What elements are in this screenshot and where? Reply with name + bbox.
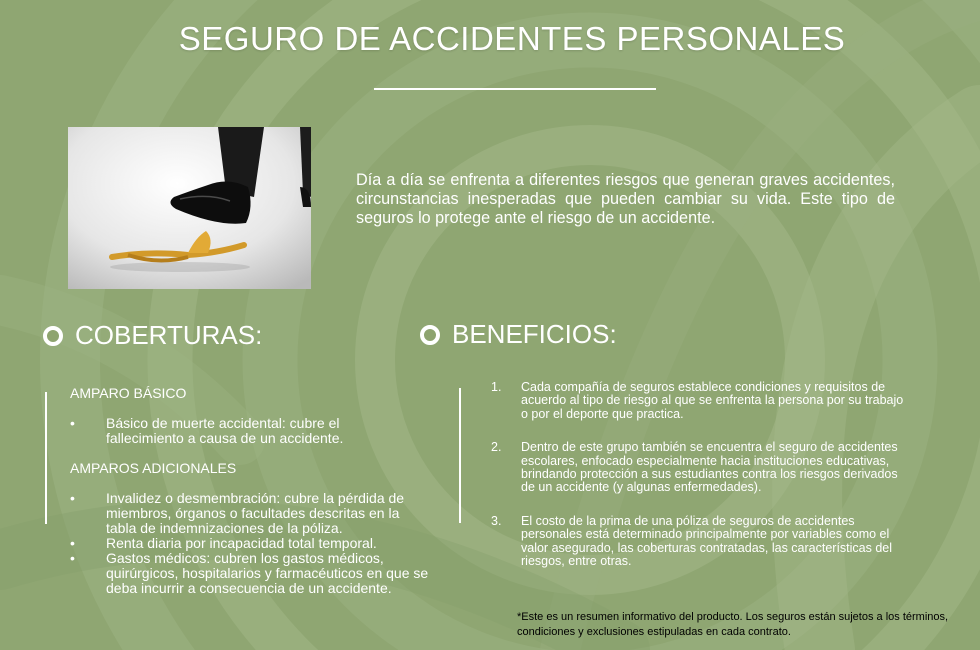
list-item-text: Básico de muerte accidental: cubre el fallecimiento a causa de un accidente.: [106, 415, 344, 446]
list-item-text: Gastos médicos: cubren los gastos médicos, quirúrgicos, hospitalarios y farmacéuticos en que se deba incurrir a consecuencia de un accidente.: [106, 550, 429, 596]
beneficios-divider: [459, 388, 461, 523]
list-item-number: 1.: [491, 380, 502, 394]
list-item: [70, 551, 430, 596]
list-item: [70, 536, 430, 551]
banana-peel-photo: [68, 127, 311, 289]
list-item-number: 3.: [491, 513, 502, 528]
circle-bullet-icon: [43, 326, 63, 346]
page-title: SEGURO DE ACCIDENTES PERSONALES: [178, 20, 846, 57]
list-item: [491, 515, 911, 569]
list-item-text: Dentro de este grupo también se encuentra el seguro de accidentes escolares, enfocado especialmente hacia instituciones educativas, brindando protección a sus estudiantes contra los riesgos derivados de un accidente (y algunas enfermedades).: [521, 440, 898, 495]
list-item-text: Renta diaria por incapacidad total temporal.: [106, 535, 377, 551]
list-item-text: El costo de la prima de una póliza de seguros de accidentes personales está determinado principalmente por variables como el valor asegurado, las coberturas contratadas, las características del riesgos, entre otras.: [521, 513, 893, 569]
bullet-icon: •: [70, 535, 75, 551]
intro-paragraph: Día a día se enfrenta a diferentes riesgos que generan graves accidentes, circunstancias inesperadas que pueden cambiar su vida. Este tipo de seguros lo protege ante el riesgo de un accidente.: [356, 171, 895, 227]
list-item: [70, 491, 430, 536]
beneficios-heading: BENEFICIOS:: [452, 319, 617, 349]
coberturas-heading-row: [43, 320, 262, 351]
additional-coverage-list: [70, 491, 430, 596]
coberturas-heading: COBERTURAS:: [75, 320, 263, 350]
benefits-list: [491, 381, 911, 588]
page-title-container: [0, 20, 980, 58]
bullet-icon: •: [70, 550, 75, 566]
coberturas-divider: [45, 392, 47, 524]
additional-coverage-heading: AMPAROS ADICIONALES: [70, 460, 237, 476]
list-item-text: Invalidez o desmembración: cubre la pérdida de miembros, órganos o facultades descritas en la tabla de indemnizaciones de la póliza.: [106, 490, 405, 536]
list-item: [491, 381, 911, 421]
title-divider: [374, 88, 656, 90]
list-item: [491, 441, 911, 495]
disclaimer-note: *Este es un resumen informativo del producto. Los seguros están sujetos a los términos, condiciones y exclusiones estipuladas en cada contrato.: [517, 611, 949, 638]
bullet-icon: •: [70, 415, 75, 431]
basic-coverage-list: [70, 416, 370, 446]
bullet-icon: •: [70, 490, 75, 506]
list-item-number: 2.: [491, 440, 502, 455]
beneficios-heading-row: [420, 319, 617, 350]
basic-coverage-heading: AMPARO BÁSICO: [70, 385, 187, 401]
list-item-text: Cada compañía de seguros establece condiciones y requisitos de acuerdo al tipo de riesgo al que se enfrenta la persona por su trabajo o por el deporte que practica.: [521, 380, 904, 421]
list-item: [70, 416, 370, 446]
circle-bullet-icon: [420, 325, 440, 345]
